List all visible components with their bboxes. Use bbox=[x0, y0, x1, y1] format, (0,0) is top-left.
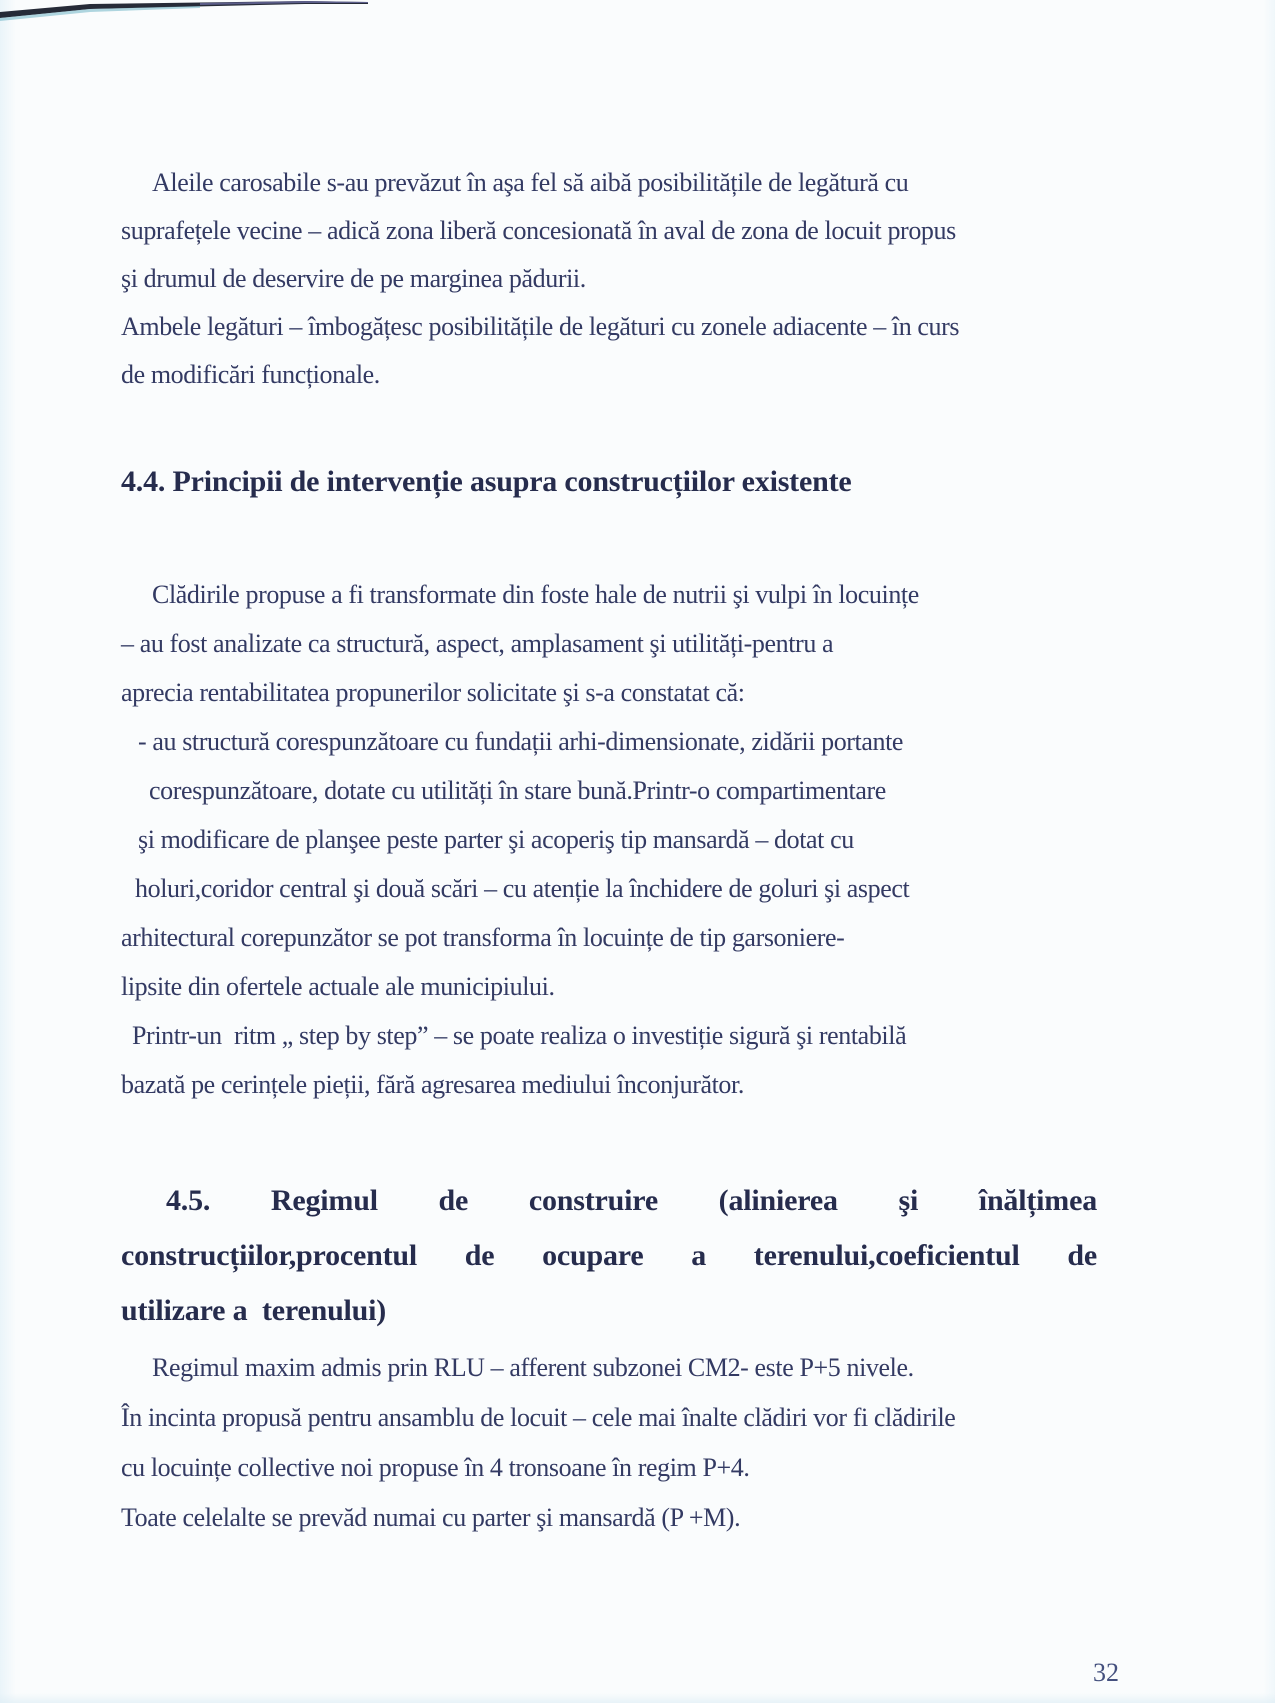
text-line: Aleile carosabile s-au prevăzut în aşa fel să aibă posibilitățile de legătură cu bbox=[152, 168, 909, 197]
text-line: bazată pe cerințele pieții, fără agresarea mediului înconjurător. bbox=[121, 1070, 744, 1099]
text-line: Clădirile propuse a fi transformate din foste hale de nutrii şi vulpi în locuințe bbox=[152, 580, 919, 609]
paragraph-building-regime bbox=[121, 1343, 1097, 1543]
text-line: corespunzătoare, dotate cu utilități în stare bună.Printr-o compartimentare bbox=[149, 776, 886, 805]
text-line: lipsite din ofertele actuale ale municipiului. bbox=[121, 972, 555, 1001]
text-line: – au fost analizate ca structură, aspect, amplasament şi utilități-pentru a bbox=[121, 629, 834, 658]
scan-edge-right-shade bbox=[1263, 0, 1275, 1703]
text-line: aprecia rentabilitatea propunerilor solicitate şi s-a constatat că: bbox=[121, 678, 745, 707]
heading-text: utilizare a terenului) bbox=[121, 1294, 387, 1327]
section-heading-4-5 bbox=[121, 1173, 1097, 1338]
heading-text: construcțiilor,procentul de ocupare a terenului,coeficientul de bbox=[121, 1239, 1097, 1272]
heading-text: 4.5. Regimul de construire (alinierea şi înălțimea bbox=[166, 1184, 1097, 1217]
text-line: Regimul maxim admis prin RLU – afferent subzonei CM2- este P+5 nivele. bbox=[152, 1353, 914, 1382]
scan-artifact-streak bbox=[0, 0, 380, 30]
text-line: - au structură corespunzătoare cu fundații arhi-dimensionate, zidării portante bbox=[138, 727, 904, 756]
text-line: arhitectural corepunzător se pot transforma în locuințe de tip garsoniere- bbox=[121, 923, 845, 952]
text-line: În incinta propusă pentru ansamblu de locuit – cele mai înalte clădiri vor fi clădirile bbox=[121, 1403, 956, 1432]
scan-edge-bottom-shade bbox=[0, 1693, 1275, 1703]
text-line: holuri,coridor central şi două scări – cu atenție la închidere de goluri şi aspect bbox=[135, 874, 910, 903]
text-line: Toate celelalte se prevăd numai cu parter şi mansardă (P +M). bbox=[121, 1503, 741, 1532]
text-line: Ambele legături – îmbogățesc posibilitățile de legături cu zonele adiacente – în curs bbox=[121, 312, 960, 341]
page-number: 32 bbox=[1093, 1658, 1119, 1687]
heading-text: 4.4. Principii de intervenție asupra construcțiilor existente bbox=[121, 465, 852, 498]
text-line: şi drumul de deservire de pe marginea pădurii. bbox=[121, 264, 586, 293]
section-heading-4-4 bbox=[121, 453, 1097, 511]
text-line: Printr-un ritm „ step by step” – se poate realiza o investiție sigură şi rentabilă bbox=[132, 1021, 907, 1050]
text-line: şi modificare de planşee peste parter şi acoperiş tip mansardă – dotat cu bbox=[138, 825, 854, 854]
paragraph-existing-buildings bbox=[121, 570, 1097, 1109]
text-line: suprafețele vecine – adică zona liberă concesionată în aval de zona de locuit propus bbox=[121, 216, 956, 245]
text-line: de modificări funcționale. bbox=[121, 360, 380, 389]
scan-edge-left-shade bbox=[0, 0, 16, 1703]
paragraph-access-roads bbox=[121, 159, 1097, 399]
text-line: cu locuințe collective noi propuse în 4 tronsoane în regim P+4. bbox=[121, 1453, 750, 1482]
